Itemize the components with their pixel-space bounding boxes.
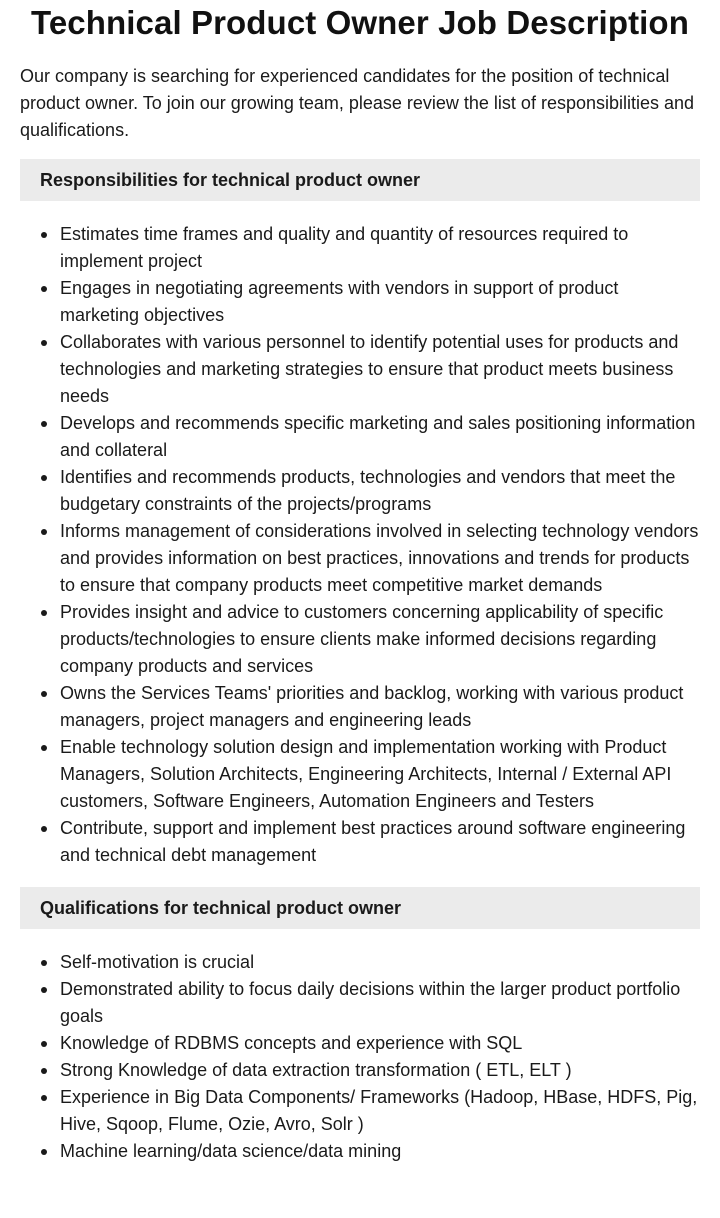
- list-item: Owns the Services Teams' priorities and backlog, working with various product managers, project managers and engineering leads: [60, 680, 700, 734]
- list-item: Estimates time frames and quality and quantity of resources required to implement project: [60, 221, 700, 275]
- list-item: Informs management of considerations involved in selecting technology vendors and provides information on best practices, innovations and trends for products to ensure that company products meet competitive market demands: [60, 518, 700, 599]
- page-title: Technical Product Owner Job Description: [31, 4, 689, 41]
- list-item: Collaborates with various personnel to identify potential uses for products and technologies and marketing strategies to ensure that product meets business needs: [60, 329, 700, 410]
- list-item: Enable technology solution design and implementation working with Product Managers, Solution Architects, Engineering Architects, Internal / External API customers, Software Engineers, Automation Engineers and Testers: [60, 734, 700, 815]
- list-item: Identifies and recommends products, technologies and vendors that meet the budgetary constraints of the projects/programs: [60, 464, 700, 518]
- list-item: Self-motivation is crucial: [60, 949, 700, 976]
- responsibilities-heading: Responsibilities for technical product owner: [20, 159, 700, 201]
- list-item: Engages in negotiating agreements with vendors in support of product marketing objectives: [60, 275, 700, 329]
- list-item: Demonstrated ability to focus daily decisions within the larger product portfolio goals: [60, 976, 700, 1030]
- list-item: Knowledge of RDBMS concepts and experience with SQL: [60, 1030, 700, 1057]
- list-item: Machine learning/data science/data mining: [60, 1138, 700, 1165]
- intro-paragraph: Our company is searching for experienced candidates for the position of technical product owner. To join our growing team, please review the list of responsibilities and qualifications.: [20, 66, 695, 140]
- list-item: Experience in Big Data Components/ Frameworks (Hadoop, HBase, HDFS, Pig, Hive, Sqoop, Flume, Ozie, Avro, Solr ): [60, 1084, 700, 1138]
- qualifications-list: [20, 949, 700, 1165]
- list-item: Provides insight and advice to customers concerning applicability of specific products/technologies to ensure clients make informed decisions regarding company products and services: [60, 599, 700, 680]
- responsibilities-list: [20, 221, 700, 869]
- list-item: Contribute, support and implement best practices around software engineering and technical debt management: [60, 815, 700, 869]
- list-item: Strong Knowledge of data extraction transformation ( ETL, ELT ): [60, 1057, 700, 1084]
- qualifications-heading: Qualifications for technical product owner: [20, 887, 700, 929]
- list-item: Develops and recommends specific marketing and sales positioning information and collateral: [60, 410, 700, 464]
